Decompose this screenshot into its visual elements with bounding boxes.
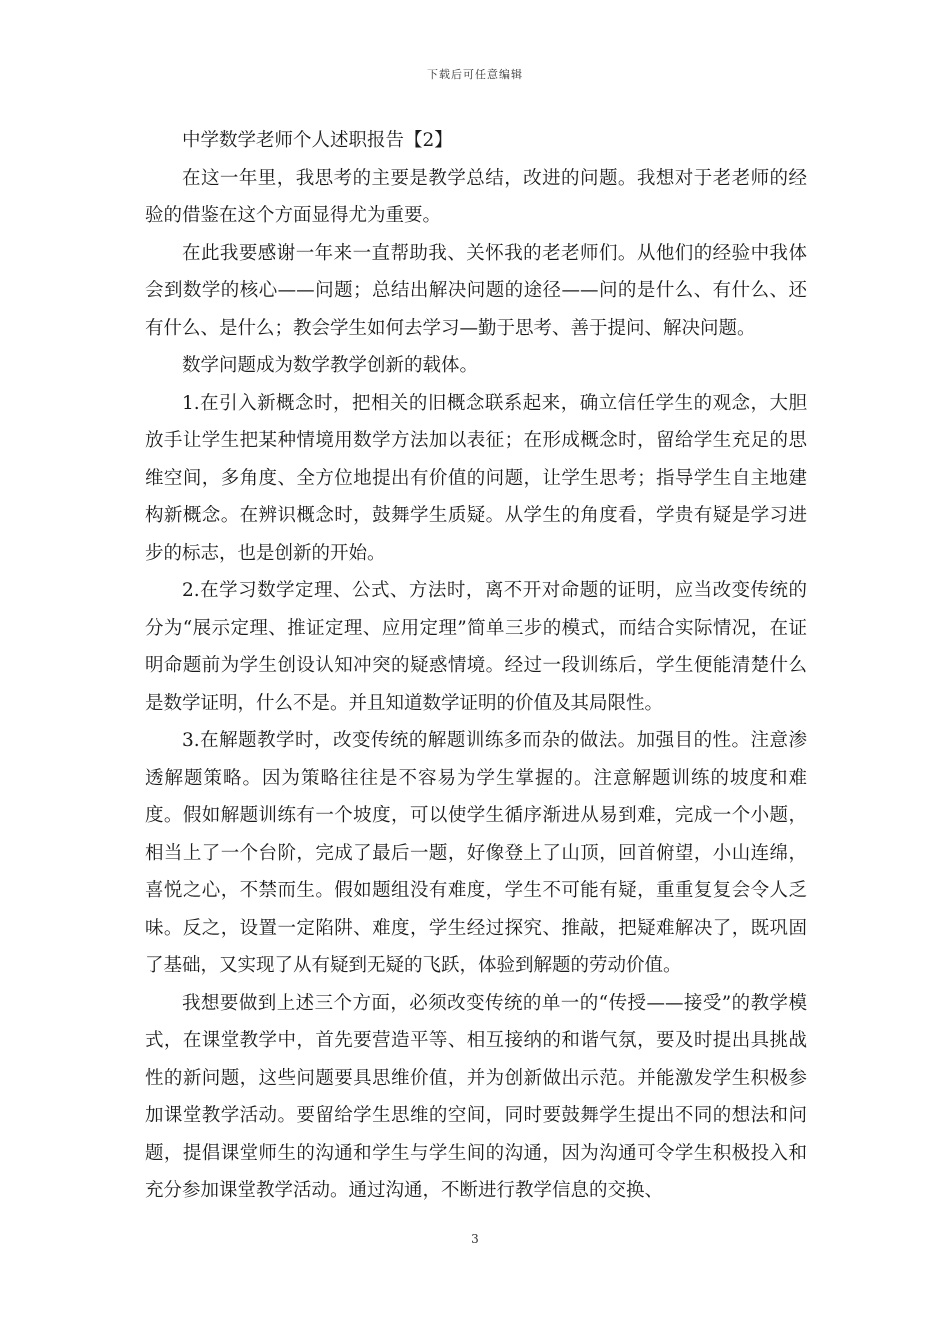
paragraph: 在这一年里，我思考的主要是教学总结，改进的问题。我想对于老老师的经验的借鉴在这个方面显得尤为重要。: [145, 167, 807, 226]
paragraph: 我想要做到上述三个方面，必须改变传统的单一的“传授——接受”的教学模式，在课堂教学中，首先要营造平等、相互接纳的和谐气氛，要及时提出具挑战性的新问题，这些问题要具思维价值，并为创新做出示范。并能激发学生积极参加课堂教学活动。要留给学生思维的空间，同时要鼓舞学生提出不同的想法和问题，提倡课堂师生的沟通和学生与学生间的沟通，因为沟通可令学生积极投入和充分参加课堂教学活动。通过沟通，不断进行教学信息的交换、: [145, 992, 807, 1201]
paragraph: 3.在解题教学时，改变传统的解题训练多而杂的做法。加强目的性。注意渗透解题策略。因为策略往往是不容易为学生掌握的。注意解题训练的坡度和难度。假如解题训练有一个坡度，可以使学生循序渐进从易到难，完成一个小题，相当上了一个台阶，完成了最后一题，好像登上了山顶，回首俯望，小山连绵，喜悦之心，不禁而生。假如题组没有难度，学生不可能有疑，重重复复会令人乏味。反之，设置一定陷阱、难度，学生经过探究、推敲，把疑难解决了，既巩固了基础，又实现了从有疑到无疑的飞跃，体验到解题的劳动价值。: [145, 730, 807, 976]
paragraph: 1.在引入新概念时，把相关的旧概念联系起来，确立信任学生的观念，大胆放手让学生把某种情境用数学方法加以表征；在形成概念时，留给学生充足的思维空间，多角度、全方位地提出有价值的问题，让学生思考；指导学生自主地建构新概念。在辨识概念时，鼓舞学生质疑。从学生的角度看，学贵有疑是学习进步的标志，也是创新的开始。: [145, 392, 807, 564]
paragraph: 在此我要感谢一年来一直帮助我、关怀我的老老师们。从他们的经验中我体会到数学的核心——问题；总结出解决问题的途径——问的是什么、有什么、还有什么、是什么；教会学生如何去学习—勤于思考、善于提问、解决问题。: [145, 242, 807, 339]
page-header: 下载后可任意编辑: [427, 68, 523, 81]
document-body: [145, 122, 807, 1210]
paragraph: 数学问题成为数学教学创新的载体。: [182, 355, 479, 376]
paragraph: 2.在学习数学定理、公式、方法时，离不开对命题的证明，应当改变传统的分为“展示定理、推证定理、应用定理”简单三步的模式，而结合实际情况，在证明命题前为学生创设认知冲突的疑惑情境。经过一段训练后，学生便能清楚什么是数学证明，什么不是。并且知道数学证明的价值及其局限性。: [145, 580, 807, 714]
page-number: 3: [471, 1232, 479, 1246]
document-title: 中学数学老师个人述职报告【2】: [182, 130, 453, 151]
